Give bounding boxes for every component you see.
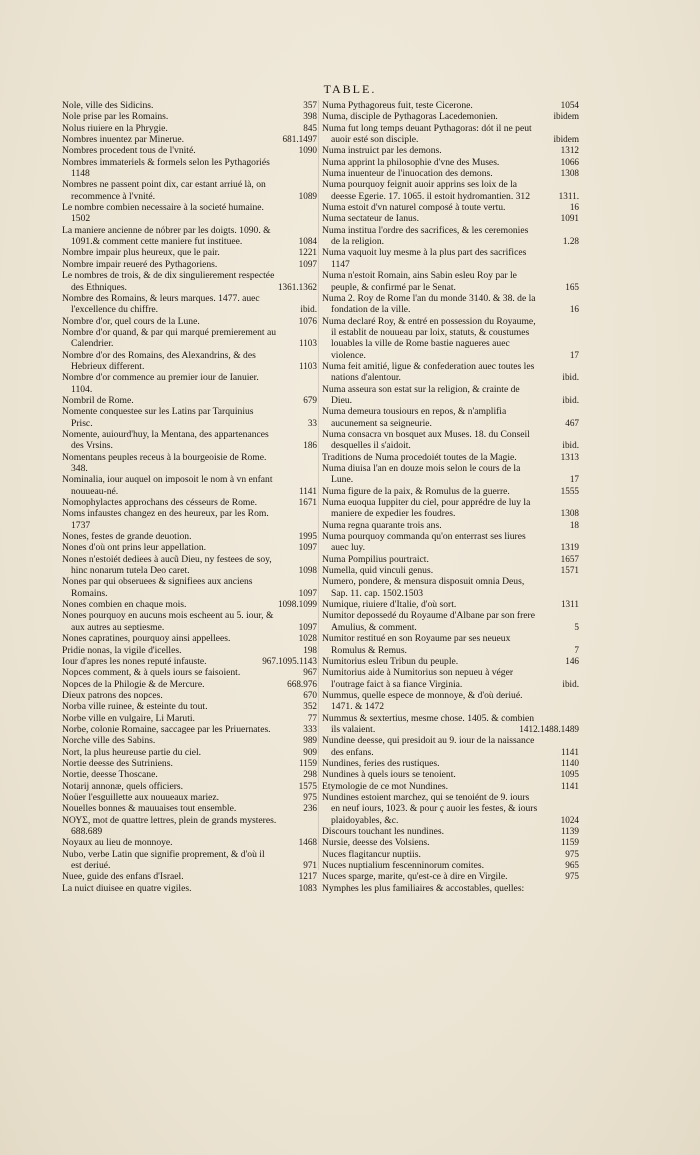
entry-page-ref: 965 — [565, 860, 579, 871]
index-entry — [322, 713, 579, 736]
entry-text: Norba ville ruinee, & esteinte du tout. — [62, 701, 208, 713]
entry-page-ref: 1657 — [560, 553, 579, 564]
index-entry — [62, 576, 317, 599]
entry-page-ref: 1141 — [298, 485, 317, 496]
column-divider — [318, 100, 319, 870]
entry-text: Numa Pompilius pourtraict. — [322, 553, 429, 565]
index-entry — [322, 247, 579, 270]
index-entry — [62, 792, 317, 803]
entry-page-ref: ibidem — [553, 134, 579, 145]
entry-text: Nones pourquoy en aucuns mois escheent au 5. iour, & aux autres au septiesme. — [62, 610, 274, 633]
entry-page-ref: 1090 — [298, 145, 317, 156]
index-entry — [62, 202, 317, 225]
index-entry — [322, 633, 579, 656]
entry-page-ref: 1671 — [298, 497, 317, 508]
entry-text: Nones, festes de grande deuotion. — [62, 531, 192, 543]
entry-text: Noüer l'esguillette aux nouueaux mariez. — [62, 791, 220, 803]
entry-text: Numa vaquoit luy mesme à la plus part des sacrifices 1147 — [322, 247, 527, 270]
entry-text: Nombres inuentez par Minerue. — [62, 134, 185, 146]
entry-page-ref: 845 — [303, 122, 317, 133]
entry-text: Dieux patrons des nopces. — [62, 689, 163, 701]
index-entry — [322, 871, 579, 882]
entry-page-ref: 77 — [307, 712, 317, 723]
entry-text: Nones d'où ont prins leur appellation. — [62, 542, 207, 554]
index-entry — [322, 145, 579, 156]
entry-page-ref: 1555 — [560, 485, 579, 496]
entry-page-ref: 1.28 — [562, 236, 579, 247]
index-entry — [62, 145, 317, 156]
index-entry — [62, 690, 317, 701]
entry-page-ref: 352 — [303, 701, 317, 712]
index-entry — [322, 837, 579, 848]
index-entry — [322, 531, 579, 554]
entry-text: Numa asseura son estat sur la religion, & crainte de Dieu. — [322, 383, 520, 406]
index-entry — [62, 803, 317, 814]
entry-page-ref: 1575 — [298, 780, 317, 791]
index-entry — [62, 395, 317, 406]
index-entry — [62, 179, 317, 202]
entry-text: Traditions de Numa procedoiét toutes de la Magie. — [322, 451, 517, 463]
index-entry — [322, 406, 579, 429]
entry-page-ref: 668.976 — [287, 678, 317, 689]
entry-text: Iour d'apres les nones reputé infauste. — [62, 655, 207, 667]
index-entry — [322, 883, 579, 894]
index-entry — [322, 100, 579, 111]
entry-page-ref: 1097 — [298, 587, 317, 598]
index-entry — [322, 486, 579, 497]
index-entry — [322, 123, 579, 146]
entry-text: Numa declaré Roy, & entré en possession du Royaume, il establit de nouueau par loix, statuts, & coustumes louables la ville de Rome bastie nagueres auec violence. — [322, 315, 536, 361]
index-entry — [62, 554, 317, 577]
entry-text: Nomente conquestee sur les Latins par Tarquinius Prisc. — [62, 406, 254, 429]
entry-text: ΝΟΥΣ, mot de quattre lettres, plein de grands mysteres. 688.689 — [62, 814, 277, 837]
index-entry — [322, 520, 579, 531]
index-entry — [322, 270, 579, 293]
entry-text: Nuces sparge, marite, qu'est-ce à dire en Virgile. — [322, 871, 508, 883]
entry-text: Numella, quid vinculi genus. — [322, 565, 434, 577]
entry-page-ref: 1221 — [298, 247, 317, 258]
entry-text: Nombre impair plus heureux, que le pair. — [62, 247, 220, 259]
entry-page-ref: 236 — [303, 803, 317, 814]
entry-text: Pridie nonas, la vigile d'icelles. — [62, 644, 182, 656]
index-entry — [62, 667, 317, 678]
entry-page-ref: 16 — [569, 202, 579, 213]
index-entry — [62, 157, 317, 180]
entry-page-ref: 298 — [303, 769, 317, 780]
index-entry — [62, 123, 317, 134]
index-entry — [322, 452, 579, 463]
entry-text: Nones combien en chaque mois. — [62, 599, 187, 611]
entry-page-ref: 1412.1488.1489 — [519, 723, 579, 734]
entry-text: Numa regna quarante trois ans. — [322, 519, 442, 531]
entry-text: Numa 2. Roy de Rome l'an du monde 3140. & 38. de la fondation de la ville. — [322, 292, 536, 316]
entry-text: Nundine deesse, qui presidoit au 9. iour de la naissance des enfans. — [322, 735, 535, 758]
index-entry — [62, 713, 317, 724]
entry-page-ref: 1098.1099 — [277, 599, 317, 610]
entry-text: Nortie deesse des Sutriniens. — [62, 757, 173, 769]
index-entry — [322, 758, 579, 769]
index-entry — [62, 781, 317, 792]
index-entry — [62, 293, 317, 316]
entry-page-ref: 975 — [565, 871, 579, 882]
entry-page-ref: 1468 — [298, 837, 317, 848]
entry-page-ref: 681.1497 — [282, 134, 317, 145]
entry-text: Nymphes les plus familiaires & accostables, quelles: — [322, 882, 525, 894]
entry-page-ref: 1313 — [560, 451, 579, 462]
index-entry — [62, 769, 317, 780]
entry-page-ref: 467 — [565, 417, 579, 428]
index-entry — [322, 565, 579, 576]
entry-text: La maniere ancienne de nóbrer par les doigts. 1090. & 1091.& comment cette maniere fut instituee. — [62, 224, 271, 248]
entry-text: Nombre d'or des Romains, des Alexandrins, & des Hebrieux different. — [62, 349, 256, 372]
entry-text: Nombre des Romains, & leurs marques. 1477. auec l'excellence du chiffre. — [62, 292, 260, 316]
entry-text: Numa fut long temps deuant Pythagoras: dót il ne peut auoir esté son disciple. — [322, 122, 532, 146]
index-entry — [322, 554, 579, 565]
entry-page-ref: 1312 — [560, 145, 579, 156]
index-entry — [62, 747, 317, 758]
index-entry — [62, 270, 317, 293]
entry-text: Nombres procedent tous de l'vnité. — [62, 145, 196, 157]
entry-text: Nole, ville des Sidicins. — [62, 100, 154, 111]
entry-page-ref: 670 — [303, 689, 317, 700]
entry-text: Numa demeura tousiours en repos, & n'amplifia aucunement sa seigneurie. — [322, 406, 507, 429]
index-column-right — [322, 100, 579, 894]
index-entry — [322, 667, 579, 690]
index-entry — [62, 531, 317, 542]
entry-page-ref: 1311 — [560, 599, 579, 610]
index-entry — [322, 225, 579, 248]
entry-page-ref: 1139 — [560, 826, 579, 836]
index-entry — [62, 474, 317, 497]
entry-text: Nuces nuptialium fescenninorum comites. — [322, 860, 484, 872]
entry-page-ref: 1024 — [560, 814, 579, 825]
entry-text: Nones par qui obseruees & signifiees aux anciens Romains. — [62, 576, 253, 599]
entry-page-ref: 967.1095.1143 — [262, 655, 317, 666]
entry-text: Nundines, feries des rustiques. — [322, 757, 440, 769]
index-entry — [322, 792, 579, 826]
index-entry — [62, 871, 317, 882]
entry-text: Etymologie de ce mot Nundines. — [322, 780, 449, 792]
entry-text: Nombril de Rome. — [62, 394, 134, 406]
index-entry — [322, 690, 579, 713]
entry-page-ref: 333 — [303, 723, 317, 734]
index-entry — [62, 679, 317, 690]
entry-text: Nombre d'or quand, & par qui marqué premierement au Calendrier. — [62, 326, 277, 350]
index-entry — [62, 452, 317, 475]
entry-text: Notarij annonæ, quels officiers. — [62, 780, 184, 792]
entry-page-ref: 1995 — [298, 531, 317, 542]
index-entry — [322, 576, 579, 599]
entry-text: Numero, pondere, & mensura disposuit omnia Deus, Sap. 11. cap. 1502.1503 — [322, 576, 525, 599]
entry-page-ref: 165 — [565, 281, 579, 292]
index-entry — [62, 599, 317, 610]
entry-text: Nones capratines, pourquoy ainsi appellees. — [62, 633, 231, 645]
index-entry — [62, 350, 317, 373]
entry-page-ref: 971 — [303, 860, 317, 871]
index-entry — [62, 633, 317, 644]
entry-page-ref: 1140 — [560, 757, 579, 768]
index-entry — [322, 781, 579, 792]
entry-page-ref: 18 — [569, 519, 579, 530]
entry-text: Nomophylactes approchans des césseurs de Rome. — [62, 497, 258, 509]
entry-text: Numa n'estoit Romain, ains Sabin esleu Roy par le peuple, & confirmé par le Senat. — [322, 270, 517, 293]
entry-page-ref: 5 — [574, 621, 579, 632]
entry-page-ref: 17 — [569, 349, 579, 360]
index-entry — [62, 645, 317, 656]
entry-text: Nomente, auiourd'huy, la Mentana, des appartenances des Vrsins. — [62, 428, 269, 452]
entry-text: Nombre d'or, quel cours de la Lune. — [62, 315, 200, 327]
entry-text: Numa figure de la paix, & Romulus de la guerre. — [322, 485, 510, 497]
entry-text: Norbe, colonie Romaine, saccagee par les Priuernates. — [62, 723, 271, 735]
entry-page-ref: 1089 — [298, 190, 317, 201]
index-entry — [62, 735, 317, 746]
index-entry — [322, 463, 579, 486]
index-entry — [322, 769, 579, 780]
index-entry — [62, 134, 317, 145]
entry-text: Numa Pythagoreus fuit, teste Cicerone. — [322, 100, 473, 111]
entry-text: Nuces flagitancur nuptiis. — [322, 848, 421, 860]
index-entry — [62, 849, 317, 872]
entry-text: Nombres immateriels & formels selon les Pythagoriés 1148 — [62, 156, 270, 180]
entry-text: Numa inuenteur de l'inuocation des demons. — [322, 168, 493, 180]
running-title: TABLE. — [323, 82, 377, 96]
entry-page-ref: 1311. — [558, 190, 579, 201]
entry-text: Nombre impair reueré des Pythagoriens. — [62, 258, 218, 270]
index-entry — [322, 202, 579, 213]
index-entry — [322, 429, 579, 452]
entry-text: Nopces de la Philogie & de Mercure. — [62, 678, 205, 690]
entry-page-ref: 1084 — [298, 236, 317, 247]
entry-text: Noms infaustes changez en des heureux, par les Rom. 1737 — [62, 508, 269, 531]
index-entry — [322, 316, 579, 361]
index-entry — [62, 316, 317, 327]
entry-text: Numa pourquoy feignit auoir apprins ses loix de la deesse Egerie. 17. 1065. il estoit hydromantien. 312 — [322, 179, 531, 202]
entry-page-ref: 1308 — [560, 508, 579, 519]
entry-page-ref: 198 — [303, 644, 317, 655]
index-entry — [62, 758, 317, 769]
entry-text: Numa estoit d'vn naturel composé à toute vertu. — [322, 202, 506, 214]
entry-page-ref: ibid. — [562, 440, 579, 451]
index-entry — [62, 837, 317, 848]
index-entry — [62, 497, 317, 508]
entry-text: Nomentans peuples receus à la bourgeoisie de Rome. 348. — [62, 451, 267, 474]
entry-text: Numa euoqua Iuppiter du ciel, pour apprédre de luy la maniere de expedier les foudres. — [322, 497, 531, 520]
entry-page-ref: 357 — [303, 100, 317, 110]
index-entry — [322, 735, 579, 758]
entry-page-ref: 679 — [303, 394, 317, 405]
entry-text: Numitor depossedé du Royaume d'Albane par son frere Amulius, & comment. — [322, 610, 535, 633]
entry-page-ref: 17 — [569, 474, 579, 485]
entry-page-ref: 1083 — [298, 882, 317, 893]
index-entry — [62, 815, 317, 838]
index-entry — [62, 701, 317, 712]
index-entry — [62, 259, 317, 270]
entry-text: Nones n'estoiét dediees à aucũ Dieu, ny festees de soy, hinc nonarum tutela Deo caret. — [62, 553, 272, 577]
entry-text: Le nombres de trois, & de dix singulierement respectée des Ethniques. — [62, 270, 275, 293]
entry-page-ref: 1571 — [560, 565, 579, 576]
entry-text: Numitor restitué en son Royaume par ses neueux Romulus & Remus. — [322, 633, 511, 656]
index-entry — [62, 656, 317, 667]
index-entry — [322, 179, 579, 202]
index-entry — [322, 111, 579, 122]
entry-page-ref: 1159 — [560, 837, 579, 848]
index-entry — [322, 610, 579, 633]
index-entry — [322, 293, 579, 316]
index-entry — [62, 542, 317, 553]
entry-text: Norche ville des Sabins. — [62, 735, 156, 747]
index-entry — [62, 372, 317, 395]
entry-text: Nummus, quelle espece de monnoye, & d'où deriué. 1471. & 1472 — [322, 689, 523, 713]
index-column-left — [62, 100, 317, 894]
entry-page-ref: 7 — [574, 644, 579, 655]
entry-text: Noyaux au lieu de monnoye. — [62, 837, 173, 849]
entry-text: Nombre d'or commence au premier iour de Ianuier. 1104. — [62, 372, 259, 395]
entry-page-ref: 1098 — [298, 565, 317, 576]
entry-text: Numa apprint la philosophie d'vne des Muses. — [322, 156, 500, 168]
index-entry — [62, 429, 317, 452]
entry-text: Nummus & sextertius, mesme chose. 1405. & combien ils valaient. — [322, 712, 535, 735]
entry-page-ref: ibid. — [300, 304, 317, 315]
entry-page-ref: 1141 — [560, 746, 579, 757]
entry-text: Nole prise par les Romains. — [62, 111, 169, 123]
index-entry — [62, 883, 317, 894]
entry-page-ref: 975 — [303, 791, 317, 802]
entry-page-ref: 33 — [307, 417, 317, 428]
entry-text: Numa consacra vn bosquet aux Muses. 18. du Conseil desquelles il s'aidoit. — [322, 428, 530, 452]
entry-text: Nopces comment, & à quels iours se faisoient. — [62, 667, 241, 679]
entry-page-ref: 1091 — [560, 213, 579, 224]
index-entry — [62, 327, 317, 350]
entry-text: Numa institua l'ordre des sacrifices, & les ceremonies de la religion. — [322, 224, 529, 248]
entry-text: Norbe ville en vulgaire, Li Maruti. — [62, 712, 195, 724]
index-entry — [322, 157, 579, 168]
entry-page-ref: 1097 — [298, 542, 317, 553]
index-entry — [322, 168, 579, 179]
entry-text: Le nombre combien necessaire à la societé humaine. 1502 — [62, 202, 264, 225]
entry-text: Numitorius aide à Numitorius son nepueu à véger l'outrage faict à sa fiance Virginia. — [322, 667, 514, 690]
entry-text: Nundines à quels iours se tenoient. — [322, 769, 456, 781]
entry-page-ref: 1361.1362 — [277, 281, 317, 292]
entry-page-ref: 146 — [565, 655, 579, 666]
entry-page-ref: ibid. — [562, 394, 579, 405]
entry-text: Nundines estoient marchez, qui se tenoiént de 9. iours en neuf iours, 1023. & pour ç auoir les festes, & iours plaidoyables, &c. — [322, 791, 538, 826]
entry-page-ref: 1308 — [560, 168, 579, 179]
entry-text: Numa feit amitié, ligue & confederation auec toutes les nations d'alentour. — [322, 360, 535, 384]
entry-text: Discours touchant les nundines. — [322, 826, 445, 837]
index-entry — [62, 225, 317, 248]
index-entry — [62, 111, 317, 122]
entry-page-ref: ibidem — [553, 111, 579, 122]
entry-text: Nominalia, iour auquel on imposoit le nom à vn enfant nouueau-né. — [62, 474, 273, 497]
entry-page-ref: 1103 — [298, 360, 317, 371]
entry-page-ref: 1097 — [298, 258, 317, 269]
entry-text: Numa, disciple de Pythagoras Lacedemonien. — [322, 111, 498, 123]
entry-page-ref: 909 — [303, 746, 317, 757]
entry-page-ref: 1103 — [298, 338, 317, 349]
entry-text: Nouelles bonnes & mauuaises tout ensemble. — [62, 803, 237, 815]
entry-page-ref: 1319 — [560, 542, 579, 553]
index-entry — [62, 724, 317, 735]
entry-text: Nombres ne passent point dix, car estant arriué là, on recommence à l'vnité. — [62, 179, 266, 202]
index-entry — [322, 656, 579, 667]
entry-page-ref: 975 — [565, 848, 579, 859]
index-entry — [62, 406, 317, 429]
entry-text: Numa pourquoy commanda qu'on enterrast ses liures auec luy. — [322, 531, 526, 554]
entry-page-ref: 1097 — [298, 621, 317, 632]
index-entry — [322, 849, 579, 860]
entry-page-ref: ibid. — [562, 678, 579, 689]
index-entry — [322, 361, 579, 384]
entry-page-ref: 1028 — [298, 633, 317, 644]
entry-page-ref: 1076 — [298, 315, 317, 326]
entry-text: Nubo, verbe Latin que signifie proprement, & d'où il est deriué. — [62, 848, 265, 872]
entry-text: Numique, riuiere d'Italie, d'où sort. — [322, 599, 457, 611]
index-entry — [322, 213, 579, 224]
index-entry — [62, 508, 317, 531]
entry-text: Numa instruict par les demons. — [322, 145, 442, 157]
index-entry — [322, 497, 579, 520]
entry-page-ref: 1159 — [298, 757, 317, 768]
entry-page-ref: 398 — [303, 111, 317, 122]
index-entry — [62, 610, 317, 633]
entry-page-ref: 1066 — [560, 156, 579, 167]
entry-text: Nort, la plus heureuse partie du ciel. — [62, 746, 202, 758]
entry-text: Numa sectateur de Ianus. — [322, 213, 419, 225]
entry-text: Nolus riuiere en la Phrygie. — [62, 122, 168, 134]
entry-text: Numitorius esleu Tribun du peuple. — [322, 655, 459, 667]
entry-text: Nursie, deesse des Volsiens. — [322, 837, 430, 849]
entry-page-ref: 1217 — [298, 871, 317, 882]
entry-page-ref: 967 — [303, 667, 317, 678]
index-entry — [62, 100, 317, 111]
entry-page-ref: 16 — [569, 304, 579, 315]
entry-page-ref: 1141 — [560, 780, 579, 791]
entry-text: Nuee, guide des enfans d'Israel. — [62, 871, 184, 883]
entry-page-ref: 1054 — [560, 100, 579, 110]
index-entry — [322, 826, 579, 837]
entry-page-ref: ibid. — [562, 372, 579, 383]
index-entry — [322, 599, 579, 610]
index-entry — [62, 247, 317, 258]
index-entry — [322, 384, 579, 407]
entry-page-ref: 186 — [303, 440, 317, 451]
entry-page-ref: 1095 — [560, 769, 579, 780]
entry-text: Numa diuisa l'an en douze mois selon le cours de la Lune. — [322, 463, 521, 486]
index-entry — [322, 860, 579, 871]
entry-page-ref: 989 — [303, 735, 317, 746]
entry-text: La nuict diuisee en quatre vigiles. — [62, 882, 192, 894]
entry-text: Nortie, deesse Thoscane. — [62, 769, 158, 781]
